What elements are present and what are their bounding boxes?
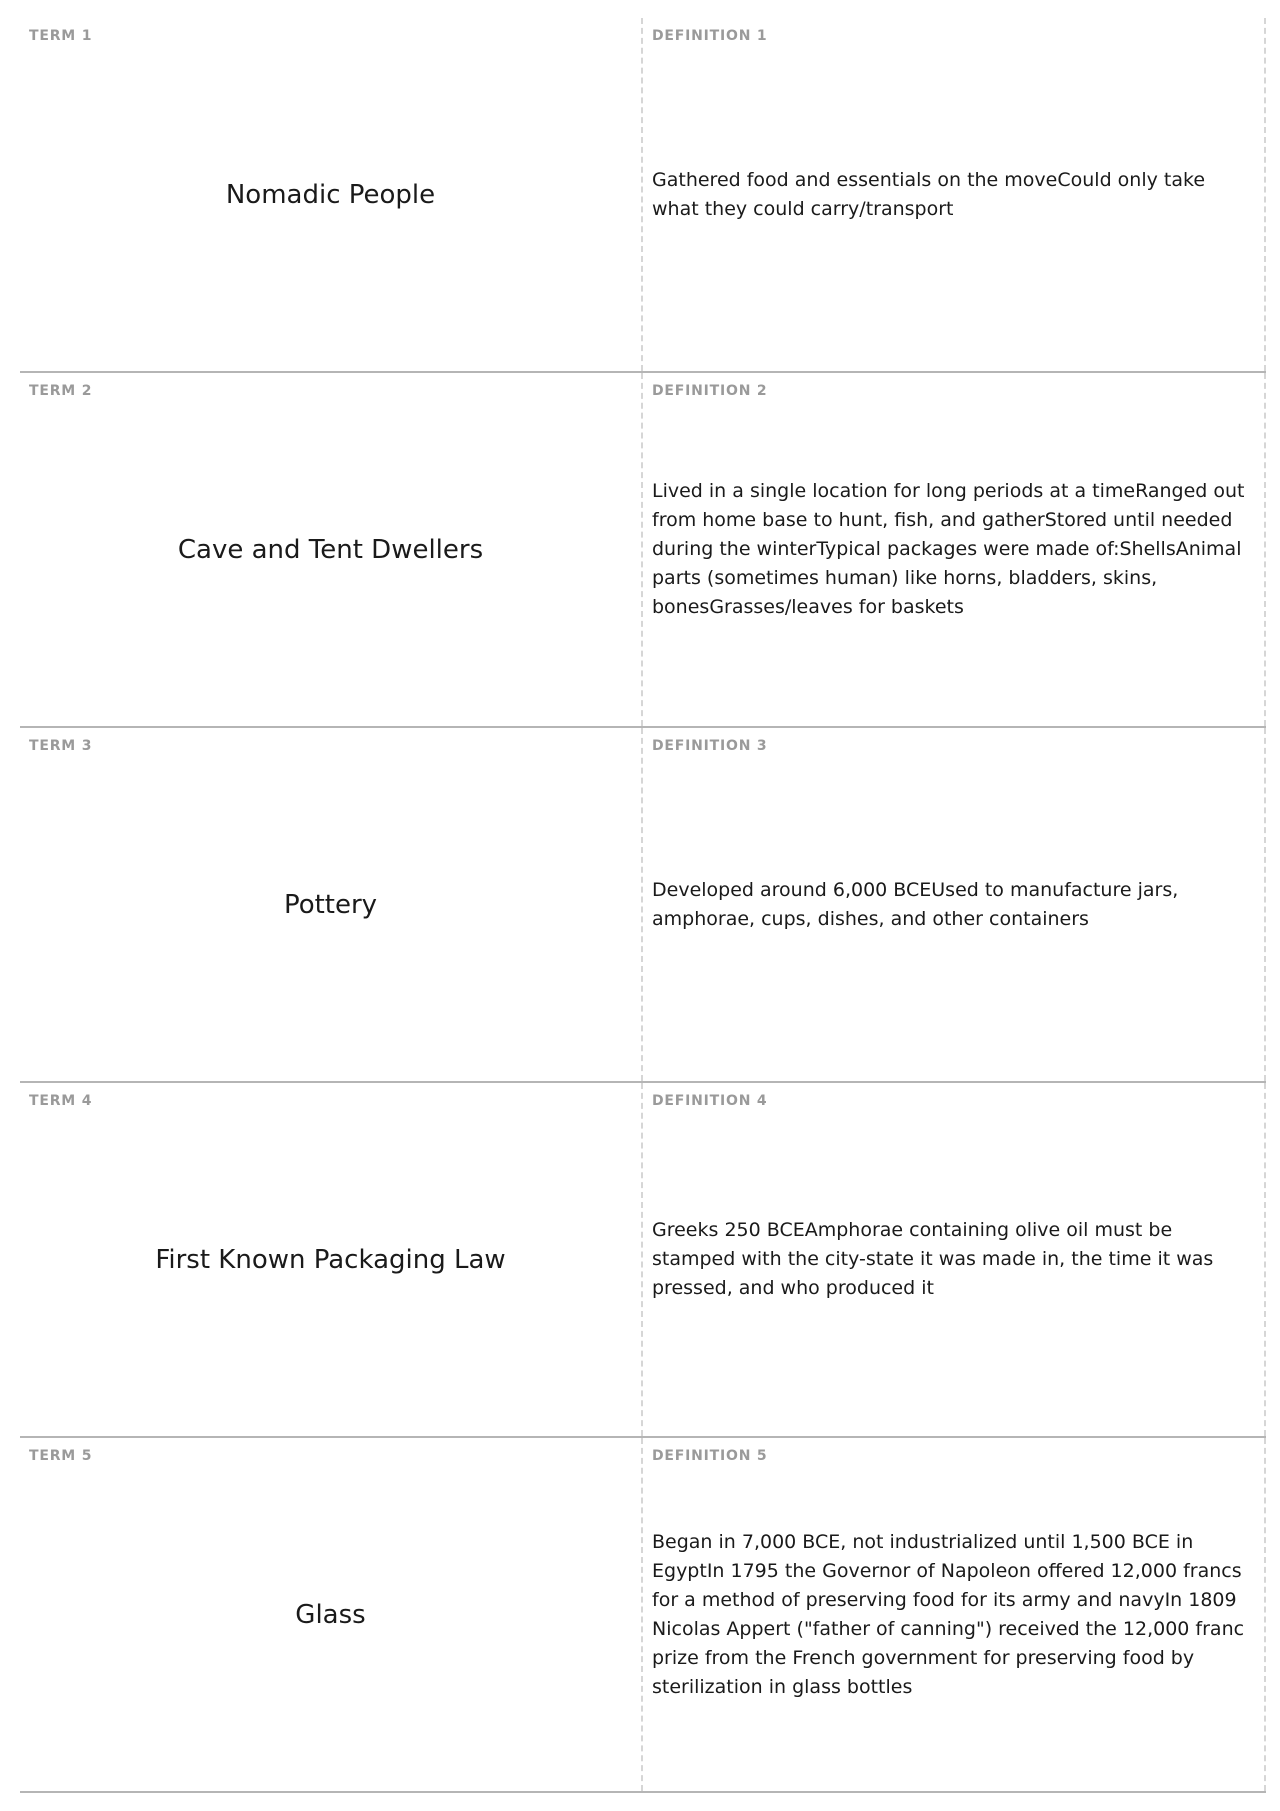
term-cell-1 bbox=[20, 18, 643, 371]
definition-cell-4 bbox=[643, 1083, 1266, 1436]
definition-text: Gathered food and essentials on the moveCould only take what they could carry/transport bbox=[652, 168, 1206, 220]
card-row-4 bbox=[20, 1083, 1266, 1438]
term-label: TERM 2 bbox=[29, 383, 93, 399]
definition-text-container bbox=[652, 373, 1256, 726]
term-cell-3 bbox=[20, 728, 643, 1081]
definition-text: Greeks 250 BCEAmphorae containing olive oil must be stamped with the city-state it was made in, the time it was pressed, and who produced it bbox=[652, 1219, 1214, 1299]
card-row-5 bbox=[20, 1438, 1266, 1793]
term-text: Cave and Tent Dwellers bbox=[177, 534, 484, 565]
term-text: Glass bbox=[295, 1599, 366, 1630]
definition-cell-1 bbox=[643, 18, 1266, 371]
term-text: Nomadic People bbox=[225, 179, 436, 210]
definition-label: DEFINITION 2 bbox=[652, 383, 768, 399]
definition-text: Lived in a single location for long periods at a timeRanged out from home base to hunt, fish, and gatherStored until needed during the winterTypical packages were made of:ShellsAnimal parts (sometimes human) like horns, bladders, skins, bonesGrasses/leaves for baskets bbox=[652, 480, 1245, 618]
card-row-3 bbox=[20, 728, 1266, 1083]
definition-text-container bbox=[652, 18, 1256, 371]
term-text: Pottery bbox=[283, 889, 378, 920]
term-cell-4 bbox=[20, 1083, 643, 1436]
definition-label: DEFINITION 5 bbox=[652, 1448, 768, 1464]
definition-label: DEFINITION 3 bbox=[652, 738, 768, 754]
definition-cell-3 bbox=[643, 728, 1266, 1081]
card-row-1 bbox=[20, 18, 1266, 373]
term-cell-2 bbox=[20, 373, 643, 726]
definition-cell-5 bbox=[643, 1438, 1266, 1791]
term-cell-5 bbox=[20, 1438, 643, 1791]
definition-text: Developed around 6,000 BCEUsed to manufacture jars, amphorae, cups, dishes, and other containers bbox=[652, 878, 1179, 930]
term-label: TERM 5 bbox=[29, 1448, 93, 1464]
definition-text-container bbox=[652, 1438, 1256, 1791]
flashcard-sheet bbox=[20, 18, 1266, 1793]
card-row-2 bbox=[20, 373, 1266, 728]
definition-text-container bbox=[652, 1083, 1256, 1436]
term-label: TERM 1 bbox=[29, 28, 93, 44]
definition-text: Began in 7,000 BCE, not industrialized until 1,500 BCE in EgyptIn 1795 the Governor of Napoleon offered 12,000 francs for a method of preserving food for its army and navyIn 1809 Nicolas Appert ("father of canning") received the 12,000 franc prize from the French government for preserving food by sterilization in glass bottles bbox=[652, 1530, 1245, 1698]
definition-label: DEFINITION 1 bbox=[652, 28, 768, 44]
definition-cell-2 bbox=[643, 373, 1266, 726]
term-label: TERM 4 bbox=[29, 1093, 93, 1109]
definition-text-container bbox=[652, 728, 1256, 1081]
term-text: First Known Packaging Law bbox=[155, 1244, 506, 1275]
term-label: TERM 3 bbox=[29, 738, 93, 754]
definition-label: DEFINITION 4 bbox=[652, 1093, 768, 1109]
